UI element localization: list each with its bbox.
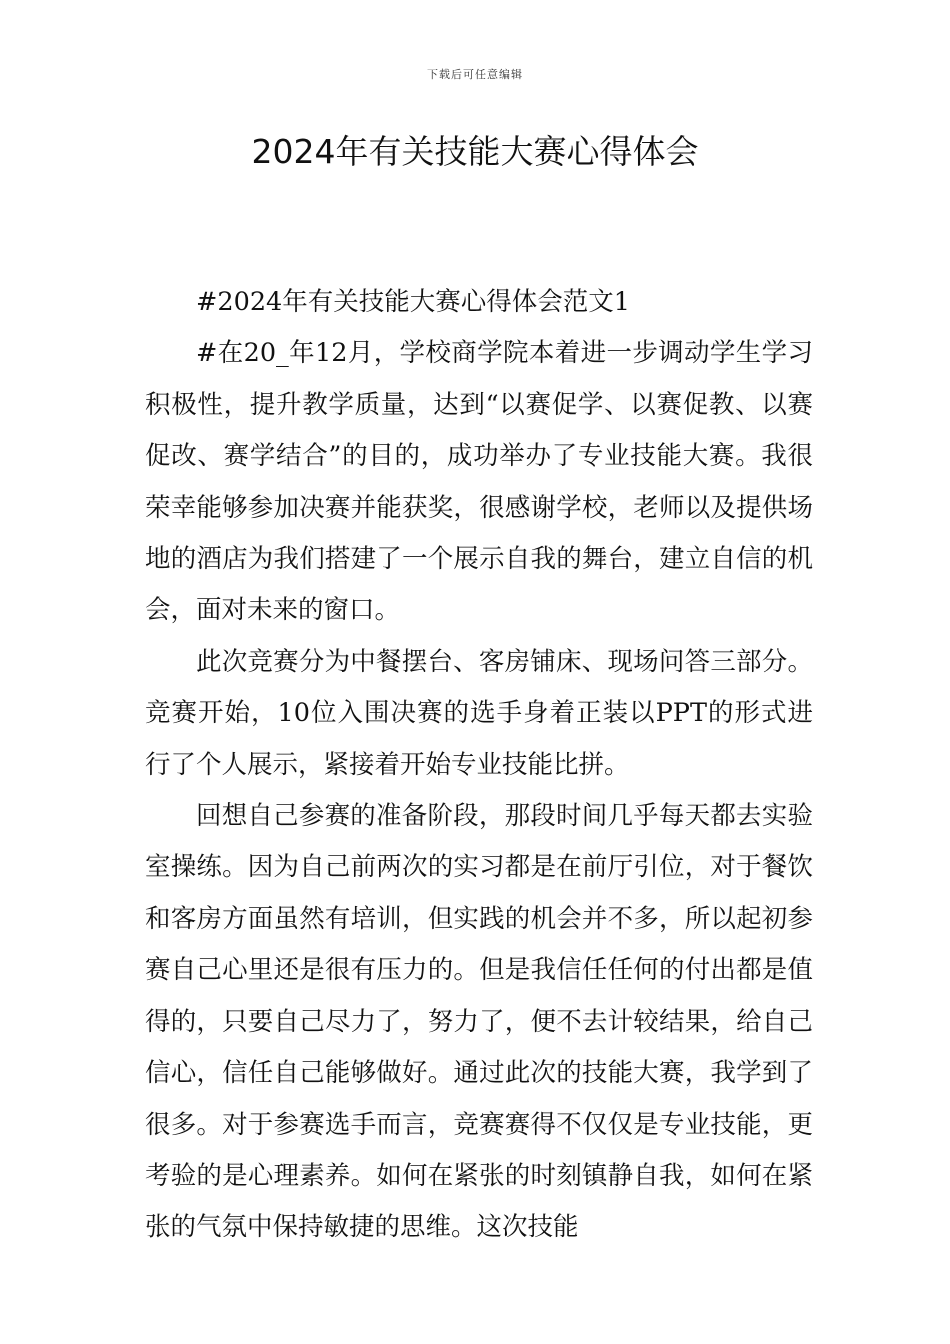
paragraph: #在20_年12月，学校商学院本着进一步调动学生学习积极性，提升教学质量，达到“以赛促学、以赛促教、以赛促改、赛学结合”的目的，成功举办了专业技能大赛。我很荣幸能够参加决赛并能获奖，很感谢学校，老师以及提供场地的酒店为我们搭建了一个展示自我的舞台，建立自信的机会，面对未来的窗口。 (145, 338, 813, 626)
paragraph-heading: #2024年有关技能大赛心得体会范文1 (196, 287, 630, 317)
paragraph: 此次竞赛分为中餐摆台、客房铺床、现场问答三部分。竞赛开始，10位入围决赛的选手身着正装以PPT的形式进行了个人展示，紧接着开始专业技能比拼。 (145, 646, 813, 780)
document-body (145, 277, 813, 1254)
document-title: 2024年有关技能大赛心得体会 (251, 132, 699, 171)
header-note: 下载后可任意编辑 (427, 68, 523, 81)
paragraph: 回想自己参赛的准备阶段，那段时间几乎每天都去实验室操练。因为自己前两次的实习都是在前厅引位，对于餐饮和客房方面虽然有培训，但实践的机会并不多，所以起初参赛自己心里还是很有压力的。但是我信任任何的付出都是值得的，只要自己尽力了，努力了，便不去计较结果，给自己信心，信任自己能够做好。通过此次的技能大赛，我学到了很多。对于参赛选手而言，竞赛赛得不仅仅是专业技能，更考验的是心理素养。如何在紧张的时刻镇静自我，如何在紧张的气氛中保持敏捷的思维。这次技能 (145, 801, 813, 1243)
